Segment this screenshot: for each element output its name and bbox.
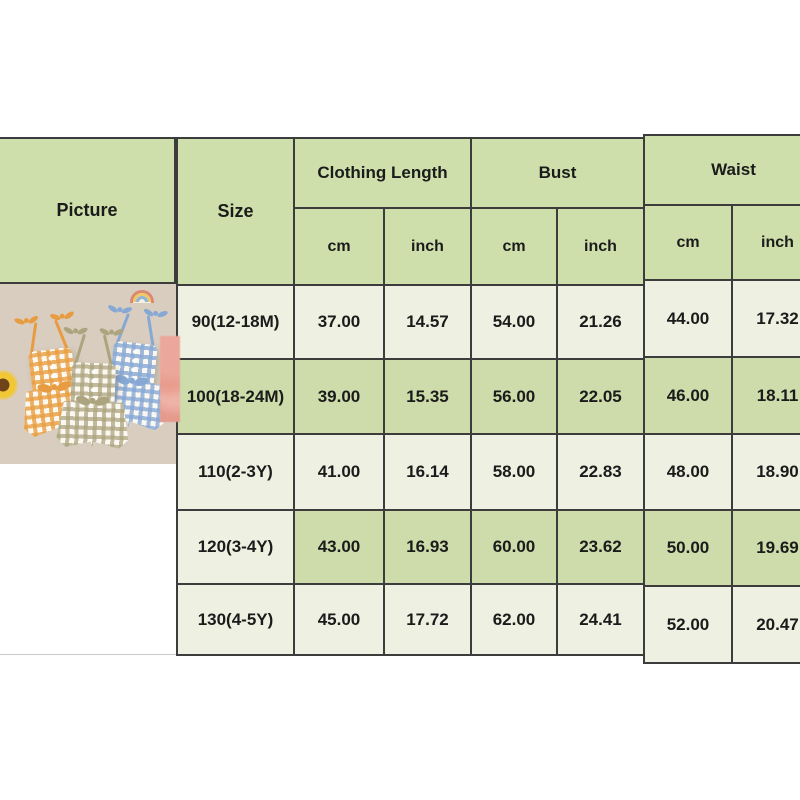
waist-cm-cell: 52.00 xyxy=(644,586,732,663)
bust-inch-cell: 24.41 xyxy=(557,584,644,655)
clothing-length-inch-cell: 17.72 xyxy=(384,584,471,655)
romper-shorts xyxy=(56,401,130,449)
size-cell: 100(18-24M) xyxy=(177,359,294,434)
picture-header-label: Picture xyxy=(56,200,118,220)
clothing-length-inch-cell: 15.35 xyxy=(384,359,471,434)
main-table-body xyxy=(177,285,644,655)
waist-row xyxy=(644,510,800,586)
waist-inch-cell: 17.32 xyxy=(732,280,800,357)
waist-section xyxy=(643,134,800,664)
waist-cm-cell: 46.00 xyxy=(644,357,732,434)
size-row xyxy=(177,584,644,655)
divider xyxy=(0,654,176,655)
waist-cm-cell: 50.00 xyxy=(644,510,732,586)
waist-table-body xyxy=(644,280,800,663)
size-cell: 90(12-18M) xyxy=(177,285,294,359)
waist-inch-cell: 19.69 xyxy=(732,510,800,586)
size-table xyxy=(176,137,645,656)
waist-cm-cell: 48.00 xyxy=(644,434,732,510)
bust-cm-cell: 62.00 xyxy=(471,584,557,655)
waist-cm-header: cm xyxy=(644,205,732,280)
waist-row xyxy=(644,357,800,434)
bust-inch-cell: 22.05 xyxy=(557,359,644,434)
bust-inch-cell: 22.83 xyxy=(557,434,644,510)
clothing-length-cm-cell: 39.00 xyxy=(294,359,384,434)
picture-column-header xyxy=(0,137,176,284)
clothing-length-cm-cell: 45.00 xyxy=(294,584,384,655)
bust-cm-cell: 56.00 xyxy=(471,359,557,434)
bust-inch-cell: 21.26 xyxy=(557,285,644,359)
waist-row xyxy=(644,280,800,357)
size-row xyxy=(177,285,644,359)
strap xyxy=(103,334,113,366)
waist-inch-cell: 18.11 xyxy=(732,357,800,434)
waist-row xyxy=(644,586,800,663)
waist-inch-cell: 20.47 xyxy=(732,586,800,663)
size-row xyxy=(177,434,644,510)
strap xyxy=(30,322,37,354)
clothing-length-cm-header: cm xyxy=(294,208,384,285)
waist-inch-header: inch xyxy=(732,205,800,280)
shoulder-bow-icon xyxy=(59,313,65,319)
size-cell: 130(4-5Y) xyxy=(177,584,294,655)
waist-table xyxy=(643,134,800,664)
romper-tan xyxy=(54,325,136,458)
size-row xyxy=(177,359,644,434)
sunflower-icon xyxy=(0,372,16,398)
waist-bow-icon xyxy=(90,398,96,404)
clothing-length-cm-cell: 41.00 xyxy=(294,434,384,510)
waist-group-header: Waist xyxy=(644,135,800,205)
clothing-length-cm-cell: 37.00 xyxy=(294,285,384,359)
shoulder-bow-icon xyxy=(109,329,114,334)
size-cell: 110(2-3Y) xyxy=(177,434,294,510)
bust-inch-header: inch xyxy=(557,208,644,285)
bust-cm-cell: 54.00 xyxy=(471,285,557,359)
shoulder-bow-icon xyxy=(153,311,158,316)
bust-cm-cell: 60.00 xyxy=(471,510,557,584)
clothing-length-inch-cell: 16.93 xyxy=(384,510,471,584)
strap xyxy=(74,334,86,365)
clothing-length-inch-cell: 14.57 xyxy=(384,285,471,359)
strap xyxy=(147,315,155,347)
waist-row xyxy=(644,434,800,510)
clothing-length-inch-cell: 16.14 xyxy=(384,434,471,510)
bust-cm-header: cm xyxy=(471,208,557,285)
clothing-length-group-header: Clothing Length xyxy=(294,138,471,208)
bust-cm-cell: 58.00 xyxy=(471,434,557,510)
group-header-row xyxy=(644,135,800,205)
shoulder-bow-icon xyxy=(73,328,78,333)
group-header-row xyxy=(177,138,644,208)
shoulder-bow-icon xyxy=(24,318,30,324)
rainbow-icon xyxy=(130,290,154,303)
bust-inch-cell: 23.62 xyxy=(557,510,644,584)
clothing-length-cm-cell: 43.00 xyxy=(294,510,384,584)
unit-header-row xyxy=(644,205,800,280)
waist-cm-cell: 44.00 xyxy=(644,280,732,357)
bust-group-header: Bust xyxy=(471,138,644,208)
size-row xyxy=(177,510,644,584)
size-column-header: Size xyxy=(177,138,294,285)
waist-inch-cell: 18.90 xyxy=(732,434,800,510)
shoulder-bow-icon xyxy=(117,307,122,312)
clothing-length-inch-header: inch xyxy=(384,208,471,285)
pink-flowers-icon xyxy=(160,336,180,422)
product-photo xyxy=(0,284,176,464)
size-cell: 120(3-4Y) xyxy=(177,510,294,584)
